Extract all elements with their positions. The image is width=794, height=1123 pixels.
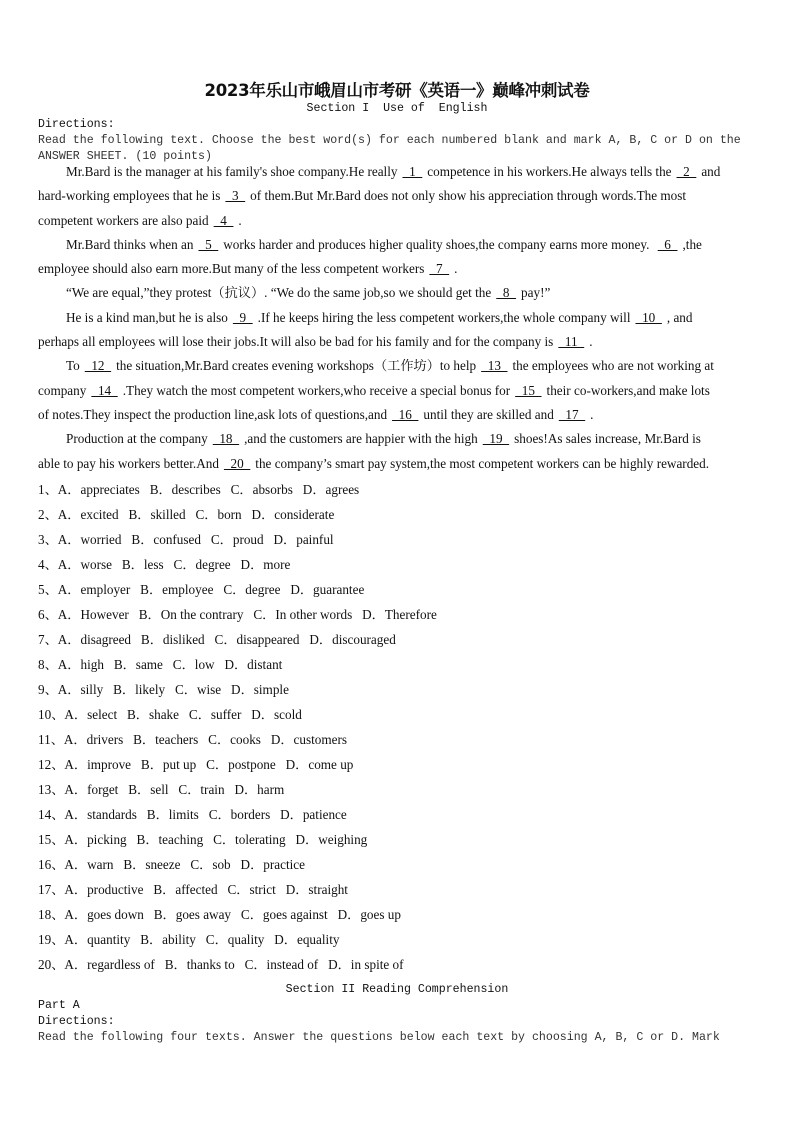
passage-text: To xyxy=(66,358,80,374)
passage-text: competent workers are also paid xyxy=(38,212,209,228)
passage-text: .If he keeps hiring the less competent workers,the whole company will xyxy=(257,309,631,325)
blank-3: 3 xyxy=(225,188,246,204)
question-18-options: 18、A．goes down B．goes away C．goes against D．goes up xyxy=(38,907,401,922)
question-3-options: 3、A．worried B．confused C．proud D．painful xyxy=(38,532,334,547)
question-16-options: 16、A．warn B．sneeze C．sob D．practice xyxy=(38,857,305,872)
blank-6: 6 xyxy=(657,236,678,252)
passage-text: . xyxy=(589,334,593,350)
blank-5: 5 xyxy=(198,236,219,252)
passage-line xyxy=(38,160,758,184)
passage-text: ,and the customers are happier with the high xyxy=(244,431,478,447)
passage-text: Mr.Bard is the manager at his family's shoe company.He really xyxy=(66,164,398,179)
blank-2: 2 xyxy=(676,164,697,179)
question-14-options: 14、A．standards B．limits C．borders D．patience xyxy=(38,807,347,822)
passage-line xyxy=(38,209,758,233)
blank-19: 19 xyxy=(482,431,510,447)
cloze-passage xyxy=(38,160,758,476)
blank-8: 8 xyxy=(496,285,517,301)
blank-18: 18 xyxy=(212,431,240,447)
blank-4: 4 xyxy=(213,212,234,228)
blank-11: 11 xyxy=(558,334,585,350)
blank-1: 1 xyxy=(402,164,423,179)
blank-12: 12 xyxy=(84,358,112,374)
question-20-options: 20、A．regardless of B．thanks to C．instead of D．in spite of xyxy=(38,957,404,972)
passage-text: the employees who are not working at xyxy=(512,358,714,374)
blank-13: 13 xyxy=(481,358,508,374)
passage-line xyxy=(38,184,758,208)
question-13-options: 13、A．forget B．sell C．train D．harm xyxy=(38,782,285,797)
passage-line xyxy=(38,427,758,451)
blank-7: 7 xyxy=(429,261,450,277)
passage-line xyxy=(38,233,758,257)
blank-15: 15 xyxy=(515,382,542,398)
passage-text: of notes.They inspect the production line,ask lots of questions,and xyxy=(38,406,388,422)
question-12-options: 12、A．improve B．put up C．postpone D．come up xyxy=(38,757,354,772)
question-6-options: 6、A．However B．On the contrary C．In other words D．Therefore xyxy=(38,607,437,622)
passage-text: shoes!As sales increase, Mr.Bard is xyxy=(514,431,701,447)
section1-heading: Section I Use of English xyxy=(306,102,488,115)
part-label: Part A xyxy=(38,999,80,1012)
question-2-options: 2、A．excited B．skilled C．born D．considerate xyxy=(38,507,335,522)
passage-text: hard-working employees that he is xyxy=(38,188,221,204)
question-1-options: 1、A．appreciates B．describes C．absorbs D．agrees xyxy=(38,482,360,497)
passage-text: . xyxy=(590,406,594,422)
passage-text: the company’s smart pay system,the most competent workers can be highly rewarded. xyxy=(255,455,710,471)
passage-text: works harder and produces higher quality shoes,the company earns more money. xyxy=(223,236,653,252)
passage-text: and xyxy=(701,164,721,179)
passage-text: competence in his workers.He always tells the xyxy=(427,164,672,179)
passage-text: Mr.Bard thinks when an xyxy=(66,236,194,252)
question-15-options: 15、A．picking B．teaching C．tolerating D．weighing xyxy=(38,832,368,847)
question-4-options: 4、A．worse B．less C．degree D．more xyxy=(38,557,291,572)
passage-text: perhaps all employees will lose their jobs.It will also be bad for his family and for the company is xyxy=(38,334,554,350)
directions-text-line: ANSWER SHEET. (10 points) xyxy=(38,150,212,163)
directions-label: Directions: xyxy=(38,1015,115,1028)
blank-10: 10 xyxy=(635,309,662,325)
section2-heading: Section II Reading Comprehension xyxy=(285,983,509,996)
passage-text: “We are equal,”they protest（抗议）. “We do the same job,so we should get the xyxy=(66,285,492,301)
page-title: 2023年乐山市峨眉山市考研《英语一》巅峰冲刺试卷 xyxy=(204,81,590,100)
blank-20: 20 xyxy=(223,455,251,471)
passage-text: .They watch the most competent workers,who receive a special bonus for xyxy=(122,382,511,398)
blank-16: 16 xyxy=(392,406,419,422)
passage-line xyxy=(38,257,758,281)
passage-line xyxy=(38,306,758,330)
directions-text-line: Read the following text. Choose the best word(s) for each numbered blank and mark A, B, C or D on the xyxy=(38,134,741,147)
question-5-options: 5、A．employer B．employee C．degree D．guarantee xyxy=(38,582,365,597)
passage-text: He is a kind man,but he is also xyxy=(66,309,228,325)
blank-17: 17 xyxy=(558,406,586,422)
question-options-list xyxy=(38,477,758,977)
question-9-options: 9、A．silly B．likely C．wise D．simple xyxy=(38,682,289,697)
directions-label: Directions: xyxy=(38,118,115,131)
passage-text: employee should also earn more.But many of the less competent workers xyxy=(38,261,425,277)
passage-text: ,the xyxy=(682,236,702,252)
passage-text: Production at the company xyxy=(66,431,208,447)
passage-text: pay!” xyxy=(521,285,551,301)
passage-text: their co-workers,and make lots xyxy=(546,382,710,398)
question-7-options: 7、A．disagreed B．disliked C．disappeared D．discouraged xyxy=(38,632,396,647)
passage-text: the situation,Mr.Bard creates evening workshops（工作坊）to help xyxy=(116,358,477,374)
blank-9: 9 xyxy=(232,309,253,325)
passage-text: , and xyxy=(666,309,693,325)
question-10-options: 10、A．select B．shake C．suffer D．scold xyxy=(38,707,302,722)
question-17-options: 17、A．productive B．affected C．strict D．straight xyxy=(38,882,348,897)
question-11-options: 11、A．drivers B．teachers C．cooks D．customers xyxy=(38,732,347,747)
question-8-options: 8、A．high B．same C．low D．distant xyxy=(38,657,283,672)
passage-line xyxy=(38,452,758,476)
blank-14: 14 xyxy=(91,382,118,398)
passage-text: . xyxy=(454,261,458,277)
passage-text: company xyxy=(38,382,87,398)
question-19-options: 19、A．quantity B．ability C．quality D．equality xyxy=(38,932,340,947)
passage-line xyxy=(38,403,758,427)
passage-text: until they are skilled and xyxy=(423,406,554,422)
passage-text: able to pay his workers better.And xyxy=(38,455,219,471)
passage-line xyxy=(38,354,758,378)
directions-text: Read the following four texts. Answer the questions below each text by choosing A, B, C or D. Mark xyxy=(38,1031,720,1044)
passage-line xyxy=(38,330,758,354)
passage-line xyxy=(38,379,758,403)
passage-text: . xyxy=(238,212,242,228)
passage-line xyxy=(38,281,758,305)
passage-text: of them.But Mr.Bard does not only show his appreciation through words.The most xyxy=(250,188,687,204)
